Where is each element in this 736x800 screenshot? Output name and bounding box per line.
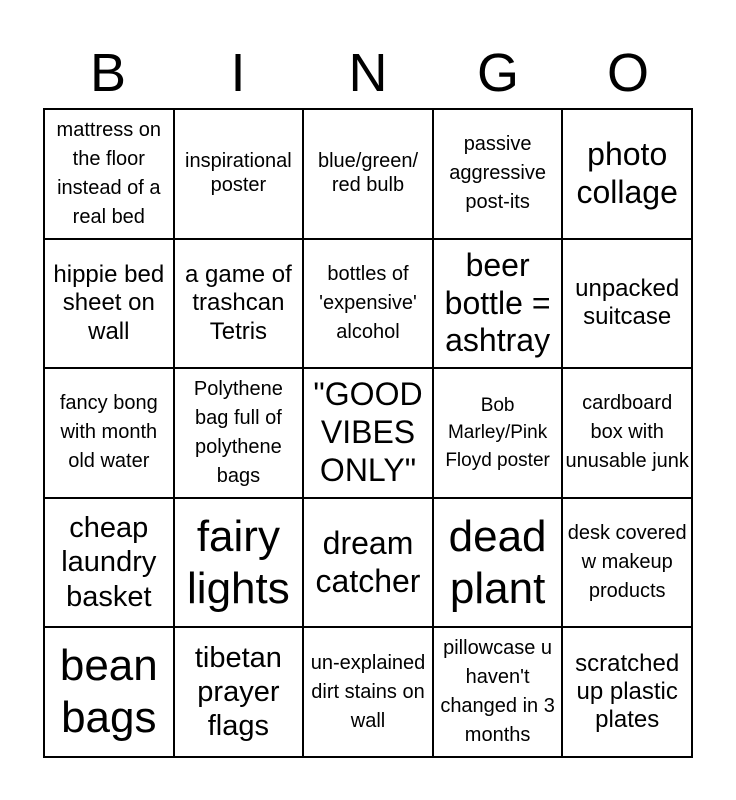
cell-label: bean bags — [59, 641, 158, 743]
bingo-header — [43, 40, 693, 106]
bingo-cell[interactable] — [44, 498, 174, 628]
cell-label: blue/green/ red bulb — [317, 150, 419, 196]
cell-label: mattress on the floor instead of a real bed — [56, 118, 162, 228]
cell-label: fairy lights — [187, 511, 290, 613]
bingo-cell[interactable] — [44, 109, 174, 239]
bingo-cell[interactable] — [562, 368, 692, 498]
bingo-cell[interactable] — [433, 368, 563, 498]
bingo-cell[interactable] — [44, 239, 174, 369]
cell-label: scratched up plastic plates — [575, 649, 680, 734]
bingo-cell[interactable] — [303, 109, 433, 239]
bingo-cell[interactable] — [174, 627, 304, 757]
cell-label: tibetan prayer flags — [194, 641, 282, 743]
header-letter-g: G — [476, 43, 519, 103]
cell-label: bottles of 'expensive' alcohol — [319, 262, 417, 343]
cell-label: fancy bong with month old water — [59, 392, 158, 473]
cell-label: inspirational poster — [185, 150, 292, 196]
cell-label: dead plant — [448, 511, 547, 613]
bingo-cell[interactable] — [174, 109, 304, 239]
cell-label: desk covered w makeup products — [567, 522, 687, 603]
cell-label: cheap laundry basket — [61, 512, 157, 613]
cell-label: un-explained dirt stains on wall — [310, 651, 426, 732]
bingo-cell[interactable] — [562, 239, 692, 369]
header-letter-i: I — [230, 43, 246, 103]
cell-label: unpacked suitcase — [575, 275, 680, 331]
cell-label: cardboard box with unusable junk — [565, 392, 689, 473]
bingo-cell[interactable] — [44, 627, 174, 757]
header-letter-b: B — [89, 43, 127, 103]
bingo-cell[interactable] — [433, 498, 563, 628]
cell-label: pillowcase u haven't changed in 3 months — [440, 637, 555, 747]
header-letter-n: N — [348, 43, 388, 103]
cell-label: photo collage — [576, 136, 678, 210]
bingo-cell[interactable] — [44, 368, 174, 498]
cell-label: Polythene bag full of polythene bags — [193, 377, 283, 487]
cell-label: hippie bed sheet on wall — [53, 260, 165, 345]
cell-label: passive aggressive post-its — [449, 133, 546, 214]
bingo-cell[interactable] — [303, 498, 433, 628]
bingo-cell[interactable] — [562, 627, 692, 757]
bingo-cell[interactable] — [433, 627, 563, 757]
bingo-cell[interactable] — [433, 239, 563, 369]
cell-label: a game of trashcan Tetris — [185, 260, 292, 345]
cell-label: "GOOD VIBES ONLY" — [313, 376, 423, 488]
bingo-cell[interactable] — [174, 239, 304, 369]
bingo-board — [43, 108, 693, 758]
cell-label: dream catcher — [315, 524, 421, 599]
bingo-cell[interactable] — [562, 498, 692, 628]
bingo-cell[interactable] — [303, 239, 433, 369]
cell-label: beer bottle = ashtray — [444, 246, 551, 359]
bingo-cell[interactable] — [174, 368, 304, 498]
bingo-cell[interactable] — [303, 368, 433, 498]
bingo-cell[interactable] — [303, 627, 433, 757]
bingo-cell[interactable] — [174, 498, 304, 628]
bingo-cell[interactable] — [562, 109, 692, 239]
header-letter-o: O — [606, 43, 649, 103]
bingo-cell[interactable] — [433, 109, 563, 239]
cell-label: Bob Marley/Pink Floyd poster — [445, 394, 550, 471]
